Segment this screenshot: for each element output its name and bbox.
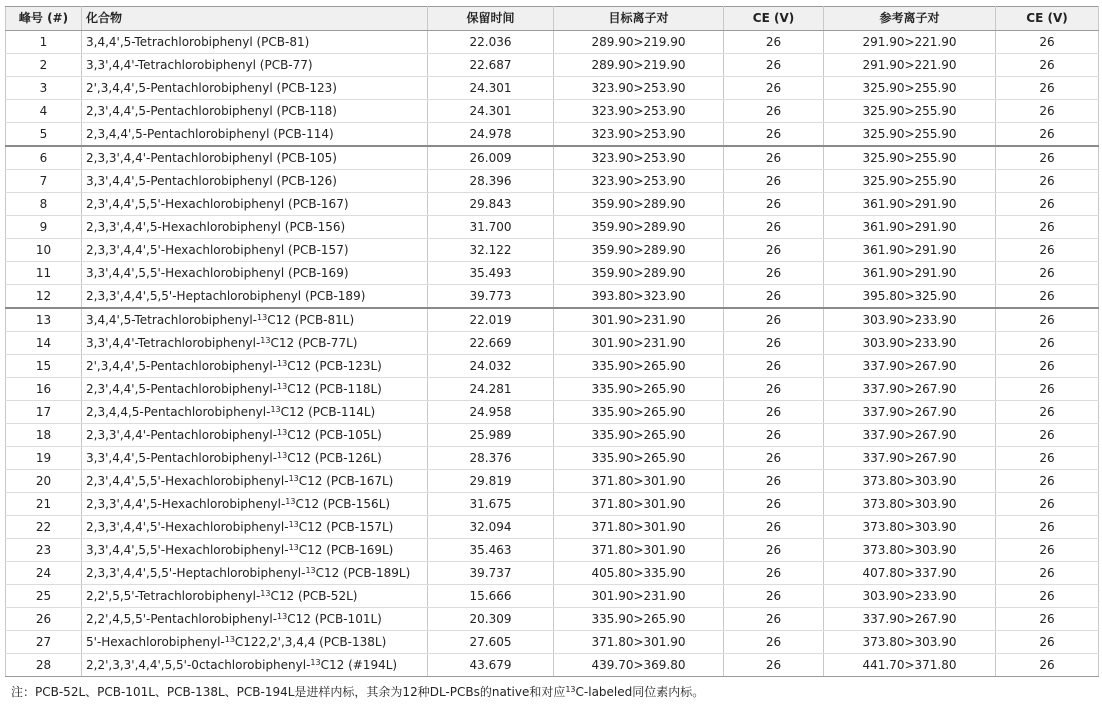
compound-name: 3,3',4,4',5-Pentachlorobiphenyl (PCB-126) xyxy=(86,174,337,188)
table-row xyxy=(6,308,1099,332)
table-row xyxy=(6,631,1099,654)
retention-time-cell: 29.819 xyxy=(428,470,554,493)
target-ion-pair-cell: 359.90>289.90 xyxy=(554,262,724,285)
table-row xyxy=(6,262,1099,285)
reference-ion-pair-cell: 337.90>267.90 xyxy=(824,424,996,447)
target-ion-pair-cell: 323.90>253.90 xyxy=(554,123,724,147)
retention-time-cell: 22.019 xyxy=(428,308,554,332)
isotope-superscript: 13 xyxy=(277,451,288,460)
header-ce-reference: CE (V) xyxy=(996,7,1099,31)
ce-target-cell: 26 xyxy=(724,493,824,516)
table-row xyxy=(6,424,1099,447)
table-body xyxy=(6,31,1099,677)
compound-cell xyxy=(82,262,428,285)
peak-number-cell: 7 xyxy=(6,170,82,193)
table-row xyxy=(6,170,1099,193)
retention-time-cell: 28.376 xyxy=(428,447,554,470)
table-row xyxy=(6,193,1099,216)
retention-time-cell: 24.978 xyxy=(428,123,554,147)
compound-name-suffix: C12 (PCB-105L) xyxy=(287,428,382,442)
retention-time-cell: 22.687 xyxy=(428,54,554,77)
peak-number-cell: 5 xyxy=(6,123,82,147)
peak-number-cell: 6 xyxy=(6,146,82,170)
ce-target-cell: 26 xyxy=(724,31,824,54)
compound-name: 3,3',4,4',5,5'-Hexachlorobiphenyl- xyxy=(86,543,289,557)
compound-name: 2,2',5,5'-Tetrachlorobiphenyl- xyxy=(86,589,261,603)
compound-name: 2,3,3',4,4',5-Hexachlorobiphenyl (PCB-156) xyxy=(86,220,346,234)
peak-number-cell: 20 xyxy=(6,470,82,493)
isotope-superscript: 13 xyxy=(260,589,271,598)
compound-cell xyxy=(82,401,428,424)
compound-cell xyxy=(82,146,428,170)
compound-cell xyxy=(82,516,428,539)
peak-number-cell: 25 xyxy=(6,585,82,608)
peak-number-cell: 14 xyxy=(6,332,82,355)
compound-name-suffix: C12 (PCB-123L) xyxy=(287,359,382,373)
isotope-superscript: 13 xyxy=(224,635,235,644)
target-ion-pair-cell: 359.90>289.90 xyxy=(554,239,724,262)
ce-reference-cell: 26 xyxy=(996,100,1099,123)
reference-ion-pair-cell: 361.90>291.90 xyxy=(824,193,996,216)
reference-ion-pair-cell: 337.90>267.90 xyxy=(824,401,996,424)
ce-reference-cell: 26 xyxy=(996,216,1099,239)
table-row xyxy=(6,378,1099,401)
table-row xyxy=(6,146,1099,170)
reference-ion-pair-cell: 337.90>267.90 xyxy=(824,378,996,401)
compound-name: 3,4,4',5-Tetrachlorobiphenyl (PCB-81) xyxy=(86,35,310,49)
peak-number-cell: 17 xyxy=(6,401,82,424)
target-ion-pair-cell: 359.90>289.90 xyxy=(554,193,724,216)
compound-cell xyxy=(82,470,428,493)
target-ion-pair-cell: 371.80>301.90 xyxy=(554,493,724,516)
compound-cell xyxy=(82,654,428,677)
table-footnote xyxy=(11,683,704,700)
target-ion-pair-cell: 359.90>289.90 xyxy=(554,216,724,239)
retention-time-cell: 24.032 xyxy=(428,355,554,378)
ce-reference-cell: 26 xyxy=(996,193,1099,216)
compound-cell xyxy=(82,193,428,216)
compound-name-suffix: C12 (PCB-156L) xyxy=(295,497,391,511)
reference-ion-pair-cell: 303.90>233.90 xyxy=(824,308,996,332)
ce-target-cell: 26 xyxy=(724,285,824,309)
target-ion-pair-cell: 289.90>219.90 xyxy=(554,54,724,77)
compound-cell xyxy=(82,31,428,54)
compound-name-suffix: C12 (PCB-114L) xyxy=(280,405,376,419)
ce-target-cell: 26 xyxy=(724,239,824,262)
compound-cell xyxy=(82,239,428,262)
compound-cell xyxy=(82,493,428,516)
ce-target-cell: 26 xyxy=(724,470,824,493)
compound-cell xyxy=(82,424,428,447)
ce-reference-cell: 26 xyxy=(996,631,1099,654)
ce-target-cell: 26 xyxy=(724,100,824,123)
compound-cell xyxy=(82,355,428,378)
target-ion-pair-cell: 371.80>301.90 xyxy=(554,631,724,654)
footnote-text: 注：PCB-52L、PCB-101L、PCB-138L、PCB-194L是进样内标，其余为12种DL-PCBs的native和对应 xyxy=(11,685,566,699)
reference-ion-pair-cell: 361.90>291.90 xyxy=(824,262,996,285)
ce-target-cell: 26 xyxy=(724,262,824,285)
target-ion-pair-cell: 301.90>231.90 xyxy=(554,308,724,332)
retention-time-cell: 24.301 xyxy=(428,100,554,123)
compound-name: 2,3,4,4',5-Pentachlorobiphenyl (PCB-114) xyxy=(86,127,334,141)
target-ion-pair-cell: 323.90>253.90 xyxy=(554,170,724,193)
compound-name-suffix: C12 (PCB-81L) xyxy=(267,313,355,327)
reference-ion-pair-cell: 361.90>291.90 xyxy=(824,239,996,262)
ce-reference-cell: 26 xyxy=(996,239,1099,262)
ce-reference-cell: 26 xyxy=(996,355,1099,378)
isotope-superscript: 13 xyxy=(277,382,288,391)
retention-time-cell: 39.737 xyxy=(428,562,554,585)
target-ion-pair-cell: 323.90>253.90 xyxy=(554,77,724,100)
reference-ion-pair-cell: 373.80>303.90 xyxy=(824,516,996,539)
compound-name: 3,3',4,4',5,5'-Hexachlorobiphenyl (PCB-169) xyxy=(86,266,349,280)
ce-reference-cell: 26 xyxy=(996,608,1099,631)
isotope-superscript: 13 xyxy=(285,497,296,506)
ce-target-cell: 26 xyxy=(724,77,824,100)
table-header xyxy=(6,7,1099,31)
ce-reference-cell: 26 xyxy=(996,378,1099,401)
compound-cell xyxy=(82,308,428,332)
isotope-superscript: 13 xyxy=(288,474,299,483)
table-row xyxy=(6,123,1099,147)
compound-name: 3,3',4,4'-Tetrachlorobiphenyl- xyxy=(86,336,261,350)
compound-name-suffix: C12 (PCB-169L) xyxy=(298,543,394,557)
isotope-superscript: 13 xyxy=(257,313,268,322)
reference-ion-pair-cell: 303.90>233.90 xyxy=(824,332,996,355)
ce-target-cell: 26 xyxy=(724,378,824,401)
ce-reference-cell: 26 xyxy=(996,77,1099,100)
footnote-text-end: C-labeled同位素内标。 xyxy=(575,685,705,699)
isotope-superscript: 13 xyxy=(277,428,288,437)
compound-name-suffix: C12 (PCB-101L) xyxy=(287,612,382,626)
table-row xyxy=(6,654,1099,677)
table-row xyxy=(6,585,1099,608)
isotope-superscript: 13 xyxy=(310,658,321,667)
isotope-superscript: 13 xyxy=(270,405,281,414)
compound-name: 2,2',4,5,5'-Pentachlorobiphenyl- xyxy=(86,612,278,626)
peak-number-cell: 1 xyxy=(6,31,82,54)
retention-time-cell: 43.679 xyxy=(428,654,554,677)
table-row xyxy=(6,470,1099,493)
compound-cell xyxy=(82,285,428,309)
ce-target-cell: 26 xyxy=(724,401,824,424)
compound-cell xyxy=(82,631,428,654)
reference-ion-pair-cell: 337.90>267.90 xyxy=(824,608,996,631)
table-row xyxy=(6,608,1099,631)
target-ion-pair-cell: 335.90>265.90 xyxy=(554,608,724,631)
table-row xyxy=(6,355,1099,378)
reference-ion-pair-cell: 325.90>255.90 xyxy=(824,77,996,100)
table-row xyxy=(6,216,1099,239)
retention-time-cell: 35.463 xyxy=(428,539,554,562)
ce-target-cell: 26 xyxy=(724,216,824,239)
reference-ion-pair-cell: 373.80>303.90 xyxy=(824,539,996,562)
peak-number-cell: 13 xyxy=(6,308,82,332)
table-row xyxy=(6,516,1099,539)
reference-ion-pair-cell: 337.90>267.90 xyxy=(824,355,996,378)
compound-cell xyxy=(82,585,428,608)
retention-time-cell: 27.605 xyxy=(428,631,554,654)
ce-target-cell: 26 xyxy=(724,193,824,216)
compound-name-suffix: C12 (PCB-52L) xyxy=(270,589,358,603)
ce-reference-cell: 26 xyxy=(996,401,1099,424)
table-row xyxy=(6,539,1099,562)
compound-name-suffix: C12 (PCB-126L) xyxy=(287,451,382,465)
ce-reference-cell: 26 xyxy=(996,424,1099,447)
peak-number-cell: 24 xyxy=(6,562,82,585)
peak-number-cell: 4 xyxy=(6,100,82,123)
table-row xyxy=(6,493,1099,516)
compound-cell xyxy=(82,332,428,355)
isotope-superscript: 13 xyxy=(277,359,288,368)
peak-number-cell: 3 xyxy=(6,77,82,100)
retention-time-cell: 32.122 xyxy=(428,239,554,262)
retention-time-cell: 24.301 xyxy=(428,77,554,100)
compound-name: 2,3,4,4,5-Pentachlorobiphenyl- xyxy=(86,405,271,419)
compound-cell xyxy=(82,447,428,470)
ce-target-cell: 26 xyxy=(724,631,824,654)
peak-number-cell: 23 xyxy=(6,539,82,562)
compound-cell xyxy=(82,123,428,147)
peak-number-cell: 19 xyxy=(6,447,82,470)
retention-time-cell: 25.989 xyxy=(428,424,554,447)
retention-time-cell: 28.396 xyxy=(428,170,554,193)
target-ion-pair-cell: 323.90>253.90 xyxy=(554,146,724,170)
ce-target-cell: 26 xyxy=(724,424,824,447)
compound-name: 2,3,3',4,4',5,5'-Heptachlorobiphenyl- xyxy=(86,566,306,580)
ce-target-cell: 26 xyxy=(724,585,824,608)
ce-target-cell: 26 xyxy=(724,654,824,677)
ce-reference-cell: 26 xyxy=(996,539,1099,562)
table-row xyxy=(6,54,1099,77)
retention-time-cell: 24.958 xyxy=(428,401,554,424)
compound-cell xyxy=(82,539,428,562)
compound-cell xyxy=(82,77,428,100)
compound-name: 2,3',4,4',5-Pentachlorobiphenyl- xyxy=(86,382,278,396)
target-ion-pair-cell: 335.90>265.90 xyxy=(554,447,724,470)
peak-number-cell: 27 xyxy=(6,631,82,654)
ce-target-cell: 26 xyxy=(724,562,824,585)
ce-reference-cell: 26 xyxy=(996,308,1099,332)
retention-time-cell: 22.036 xyxy=(428,31,554,54)
table-row xyxy=(6,332,1099,355)
ce-reference-cell: 26 xyxy=(996,493,1099,516)
ce-reference-cell: 26 xyxy=(996,285,1099,309)
retention-time-cell: 39.773 xyxy=(428,285,554,309)
compound-name-suffix: C12 (PCB-189L) xyxy=(315,566,411,580)
reference-ion-pair-cell: 303.90>233.90 xyxy=(824,585,996,608)
peak-number-cell: 8 xyxy=(6,193,82,216)
ce-target-cell: 26 xyxy=(724,332,824,355)
peak-number-cell: 10 xyxy=(6,239,82,262)
target-ion-pair-cell: 393.80>323.90 xyxy=(554,285,724,309)
compound-name: 2,3',4,4',5,5'-Hexachlorobiphenyl (PCB-167) xyxy=(86,197,349,211)
table-row xyxy=(6,285,1099,309)
reference-ion-pair-cell: 373.80>303.90 xyxy=(824,493,996,516)
compound-cell xyxy=(82,562,428,585)
ce-target-cell: 26 xyxy=(724,447,824,470)
compound-cell xyxy=(82,216,428,239)
ce-reference-cell: 26 xyxy=(996,146,1099,170)
table-row xyxy=(6,77,1099,100)
header-ce-target: CE (V) xyxy=(724,7,824,31)
ce-reference-cell: 26 xyxy=(996,585,1099,608)
retention-time-cell: 29.843 xyxy=(428,193,554,216)
ce-reference-cell: 26 xyxy=(996,31,1099,54)
ce-target-cell: 26 xyxy=(724,146,824,170)
target-ion-pair-cell: 301.90>231.90 xyxy=(554,332,724,355)
ce-target-cell: 26 xyxy=(724,355,824,378)
target-ion-pair-cell: 323.90>253.90 xyxy=(554,100,724,123)
peak-number-cell: 21 xyxy=(6,493,82,516)
compound-name-suffix: C12 (#194L) xyxy=(320,658,398,672)
target-ion-pair-cell: 335.90>265.90 xyxy=(554,401,724,424)
isotope-superscript: 13 xyxy=(260,336,271,345)
compound-name: 3,3',4,4',5-Pentachlorobiphenyl- xyxy=(86,451,278,465)
compound-name: 3,4,4',5-Tetrachlorobiphenyl- xyxy=(86,313,257,327)
ce-reference-cell: 26 xyxy=(996,654,1099,677)
ce-reference-cell: 26 xyxy=(996,332,1099,355)
target-ion-pair-cell: 335.90>265.90 xyxy=(554,378,724,401)
compound-cell xyxy=(82,100,428,123)
ce-reference-cell: 26 xyxy=(996,470,1099,493)
peak-number-cell: 28 xyxy=(6,654,82,677)
compound-name-suffix: C12 (PCB-118L) xyxy=(287,382,382,396)
table-row xyxy=(6,401,1099,424)
compound-name: 2,3',4,4',5-Pentachlorobiphenyl (PCB-118) xyxy=(86,104,337,118)
compound-name-suffix: C12 (PCB-167L) xyxy=(298,474,394,488)
table-row xyxy=(6,239,1099,262)
compound-name: 2,3,3',4,4',5,5'-Heptachlorobiphenyl (PCB-189) xyxy=(86,289,366,303)
reference-ion-pair-cell: 361.90>291.90 xyxy=(824,216,996,239)
retention-time-cell: 24.281 xyxy=(428,378,554,401)
peak-number-cell: 26 xyxy=(6,608,82,631)
reference-ion-pair-cell: 325.90>255.90 xyxy=(824,170,996,193)
ce-reference-cell: 26 xyxy=(996,262,1099,285)
compound-name: 2,3,3',4,4',5'-Hexachlorobiphenyl- xyxy=(86,520,289,534)
table-row xyxy=(6,100,1099,123)
reference-ion-pair-cell: 291.90>221.90 xyxy=(824,31,996,54)
header-peak-number: 峰号 (#) xyxy=(6,7,82,31)
ce-reference-cell: 26 xyxy=(996,562,1099,585)
target-ion-pair-cell: 371.80>301.90 xyxy=(554,539,724,562)
peak-number-cell: 9 xyxy=(6,216,82,239)
compound-name: 2,3,3',4,4'-Pentachlorobiphenyl (PCB-105) xyxy=(86,151,337,165)
pcb-mrm-table xyxy=(5,6,1099,677)
ce-reference-cell: 26 xyxy=(996,516,1099,539)
compound-name: 2',3,4,4',5-Pentachlorobiphenyl- xyxy=(86,359,278,373)
compound-name: 5'-Hexachlorobiphenyl- xyxy=(86,635,225,649)
reference-ion-pair-cell: 325.90>255.90 xyxy=(824,100,996,123)
compound-name: 2,3,3',4,4',5'-Hexachlorobiphenyl (PCB-157) xyxy=(86,243,349,257)
compound-name-suffix: C122,2',3,4,4 (PCB-138L) xyxy=(234,635,387,649)
table-row xyxy=(6,562,1099,585)
peak-number-cell: 11 xyxy=(6,262,82,285)
reference-ion-pair-cell: 291.90>221.90 xyxy=(824,54,996,77)
reference-ion-pair-cell: 373.80>303.90 xyxy=(824,631,996,654)
isotope-superscript: 13 xyxy=(305,566,316,575)
ce-target-cell: 26 xyxy=(724,539,824,562)
target-ion-pair-cell: 335.90>265.90 xyxy=(554,355,724,378)
target-ion-pair-cell: 301.90>231.90 xyxy=(554,585,724,608)
compound-name: 3,3',4,4'-Tetrachlorobiphenyl (PCB-77) xyxy=(86,58,313,72)
target-ion-pair-cell: 405.80>335.90 xyxy=(554,562,724,585)
ce-target-cell: 26 xyxy=(724,516,824,539)
reference-ion-pair-cell: 395.80>325.90 xyxy=(824,285,996,309)
peak-number-cell: 2 xyxy=(6,54,82,77)
target-ion-pair-cell: 335.90>265.90 xyxy=(554,424,724,447)
retention-time-cell: 31.700 xyxy=(428,216,554,239)
table-row xyxy=(6,447,1099,470)
isotope-superscript: 13 xyxy=(288,543,299,552)
peak-number-cell: 16 xyxy=(6,378,82,401)
target-ion-pair-cell: 289.90>219.90 xyxy=(554,31,724,54)
compound-name: 2,3',4,4',5,5'-Hexachlorobiphenyl- xyxy=(86,474,289,488)
isotope-superscript: 13 xyxy=(288,520,299,529)
reference-ion-pair-cell: 325.90>255.90 xyxy=(824,146,996,170)
retention-time-cell: 15.666 xyxy=(428,585,554,608)
reference-ion-pair-cell: 337.90>267.90 xyxy=(824,447,996,470)
compound-name: 2,3,3',4,4',5-Hexachlorobiphenyl- xyxy=(86,497,286,511)
isotope-superscript: 13 xyxy=(277,612,288,621)
ce-reference-cell: 26 xyxy=(996,123,1099,147)
retention-time-cell: 20.309 xyxy=(428,608,554,631)
reference-ion-pair-cell: 373.80>303.90 xyxy=(824,470,996,493)
reference-ion-pair-cell: 325.90>255.90 xyxy=(824,123,996,147)
target-ion-pair-cell: 371.80>301.90 xyxy=(554,516,724,539)
ce-target-cell: 26 xyxy=(724,54,824,77)
peak-number-cell: 12 xyxy=(6,285,82,309)
compound-cell xyxy=(82,608,428,631)
compound-name: 2,2',3,3',4,4',5,5'-0ctachlorobiphenyl- xyxy=(86,658,311,672)
ce-reference-cell: 26 xyxy=(996,170,1099,193)
header-compound: 化合物 xyxy=(82,7,428,31)
peak-number-cell: 15 xyxy=(6,355,82,378)
ce-reference-cell: 26 xyxy=(996,447,1099,470)
compound-name-suffix: C12 (PCB-157L) xyxy=(298,520,394,534)
retention-time-cell: 31.675 xyxy=(428,493,554,516)
retention-time-cell: 22.669 xyxy=(428,332,554,355)
table-row xyxy=(6,31,1099,54)
compound-cell xyxy=(82,378,428,401)
compound-cell xyxy=(82,54,428,77)
peak-number-cell: 18 xyxy=(6,424,82,447)
reference-ion-pair-cell: 407.80>337.90 xyxy=(824,562,996,585)
footnote-isotope-superscript: 13 xyxy=(565,685,576,694)
retention-time-cell: 32.094 xyxy=(428,516,554,539)
header-target-ion-pair: 目标离子对 xyxy=(554,7,724,31)
compound-cell xyxy=(82,170,428,193)
header-retention-time: 保留时间 xyxy=(428,7,554,31)
ce-target-cell: 26 xyxy=(724,170,824,193)
reference-ion-pair-cell: 441.70>371.80 xyxy=(824,654,996,677)
ce-target-cell: 26 xyxy=(724,308,824,332)
retention-time-cell: 35.493 xyxy=(428,262,554,285)
compound-name: 2',3,4,4',5-Pentachlorobiphenyl (PCB-123) xyxy=(86,81,337,95)
ce-reference-cell: 26 xyxy=(996,54,1099,77)
header-reference-ion-pair: 参考离子对 xyxy=(824,7,996,31)
compound-name: 2,3,3',4,4'-Pentachlorobiphenyl- xyxy=(86,428,278,442)
compound-name-suffix: C12 (PCB-77L) xyxy=(270,336,358,350)
peak-number-cell: 22 xyxy=(6,516,82,539)
ce-target-cell: 26 xyxy=(724,123,824,147)
ce-target-cell: 26 xyxy=(724,608,824,631)
retention-time-cell: 26.009 xyxy=(428,146,554,170)
target-ion-pair-cell: 439.70>369.80 xyxy=(554,654,724,677)
target-ion-pair-cell: 371.80>301.90 xyxy=(554,470,724,493)
